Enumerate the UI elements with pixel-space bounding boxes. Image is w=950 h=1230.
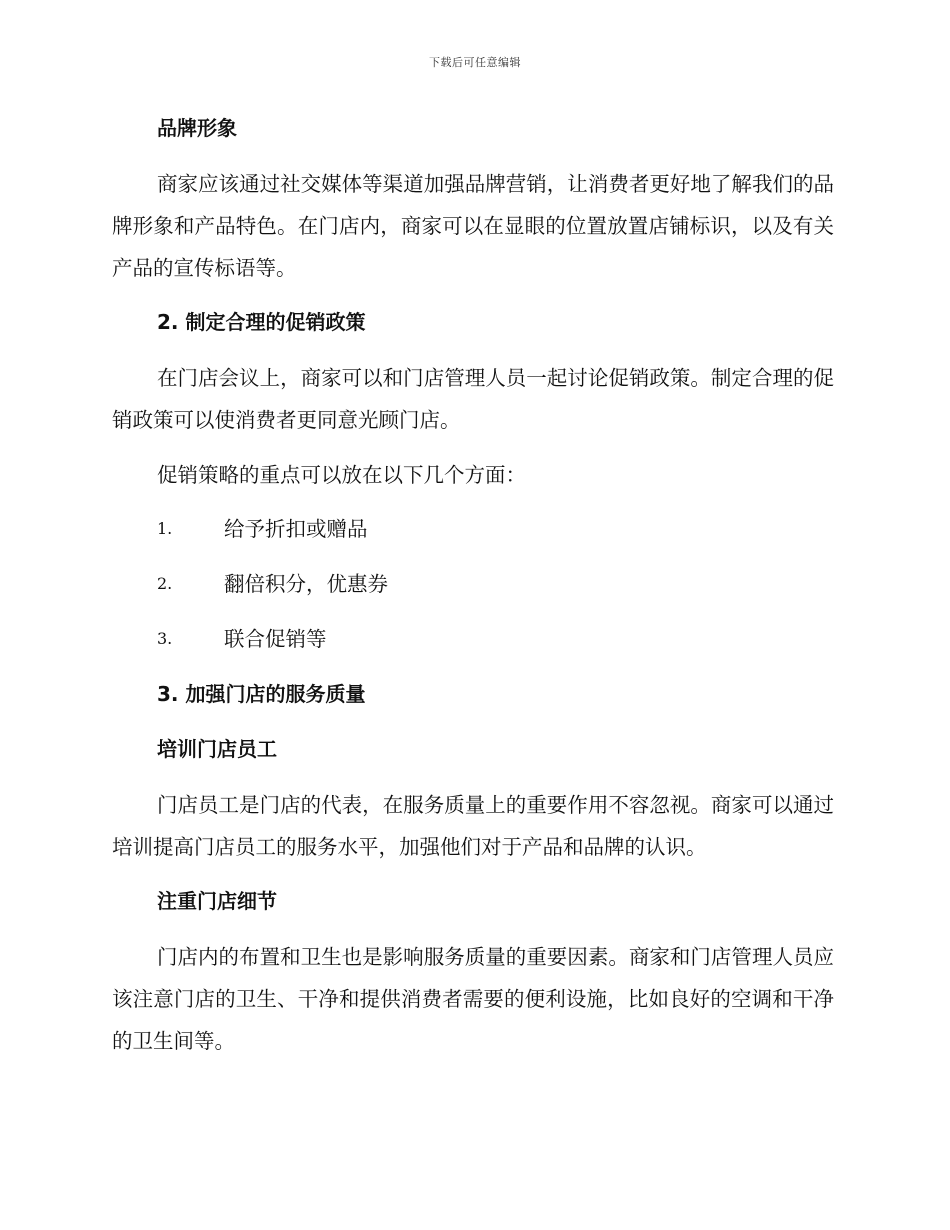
paragraph-brand: 商家应该通过社交媒体等渠道加强品牌营销，让消费者更好地了解我们的品牌形象和产品特色。在门店内，商家可以在显眼的位置放置店铺标识，以及有关产品的宣传标语等。 [112, 172, 834, 280]
heading-brand-image: 品牌形象 [157, 116, 237, 140]
paragraph-details: 门店内的布置和卫生也是影响服务质量的重要因素。商家和门店管理人员应该注意门店的卫生、干净和提供消费者需要的便利设施，比如良好的空调和干净的卫生间等。 [112, 945, 834, 1053]
document-body [112, 108, 834, 1075]
paragraph-promotion: 在门店会议上，商家可以和门店管理人员一起讨论促销政策。制定合理的促销政策可以使消费者更同意光顾门店。 [112, 366, 834, 432]
list-text: 给予折扣或赠品 [224, 517, 368, 541]
page-header: 下载后可任意编辑 [429, 56, 521, 69]
paragraph-promotion-focus: 促销策略的重点可以放在以下几个方面： [157, 463, 526, 487]
list-number: 2. [157, 574, 173, 593]
list-text: 翻倍积分，优惠券 [224, 572, 388, 596]
list-text: 联合促销等 [224, 627, 327, 651]
heading-service-quality: 3. 加强门店的服务质量 [157, 682, 366, 706]
heading-store-details: 注重门店细节 [157, 889, 277, 913]
heading-promotion-policy: 2. 制定合理的促销政策 [157, 310, 366, 334]
list-number: 3. [157, 629, 173, 648]
list-item [112, 509, 834, 549]
list-item [112, 564, 834, 604]
paragraph-training: 门店员工是门店的代表，在服务质量上的重要作用不容忽视。商家可以通过培训提高门店员工的服务水平，加强他们对于产品和品牌的认识。 [112, 793, 834, 859]
list-number: 1. [157, 519, 173, 538]
list-item [112, 619, 834, 659]
heading-staff-training: 培训门店员工 [157, 737, 277, 761]
